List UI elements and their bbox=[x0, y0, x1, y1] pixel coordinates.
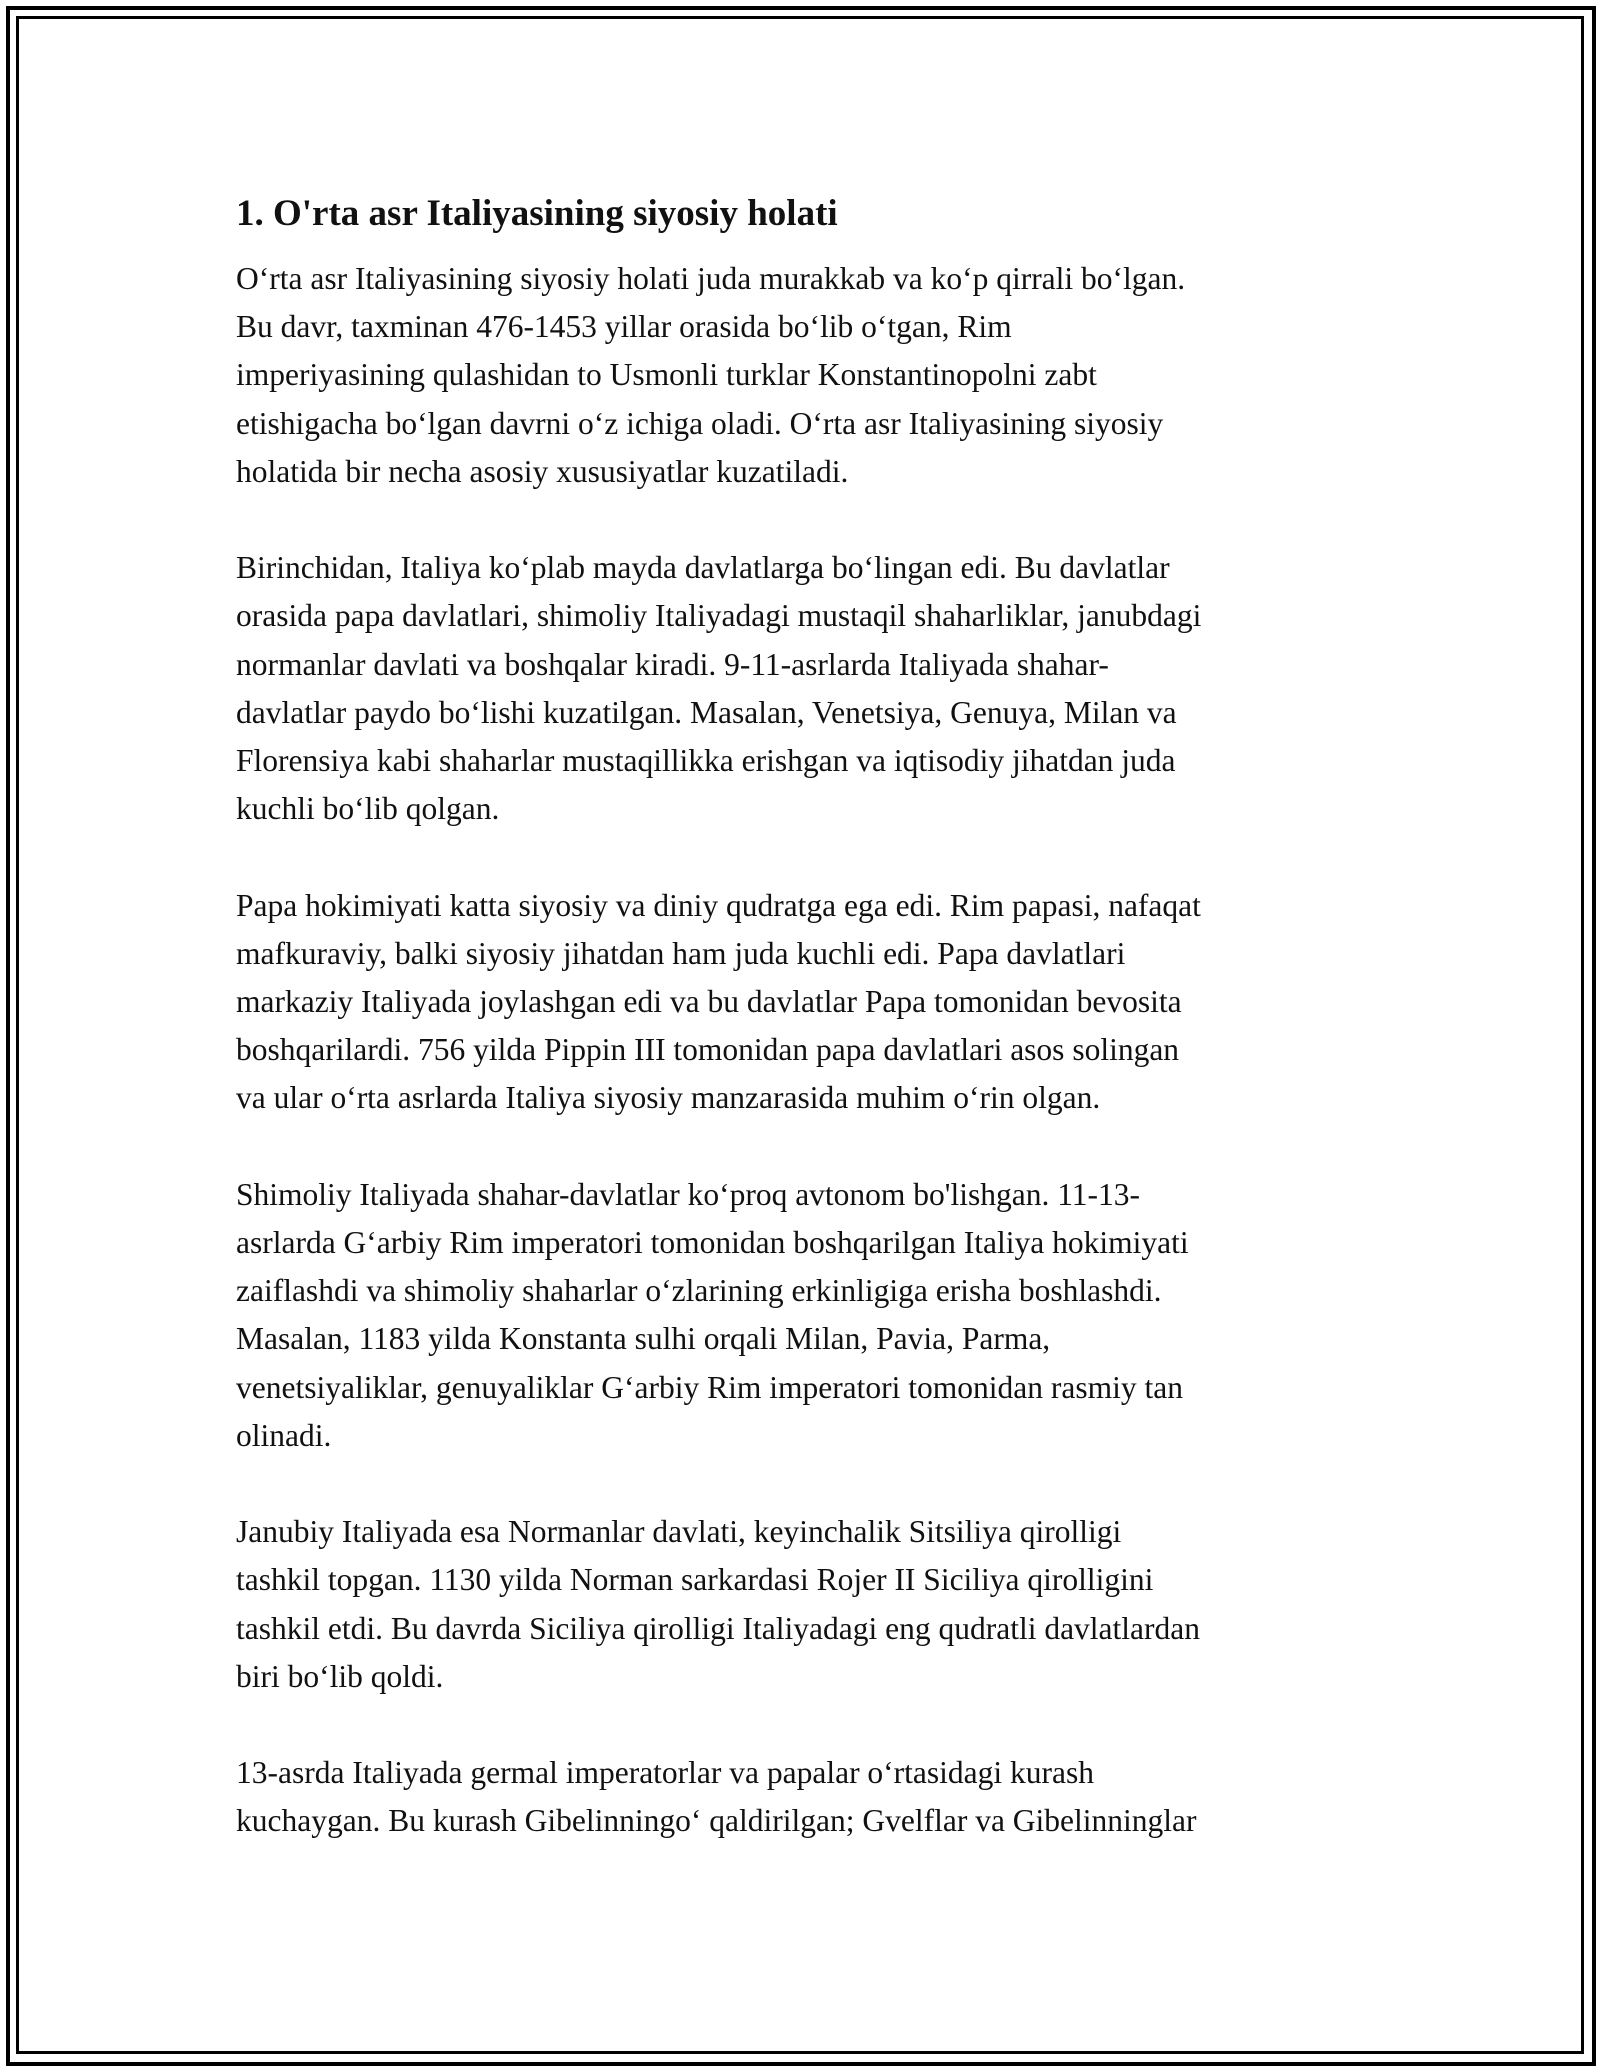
text-line: imperiyasining qulashidan to Usmonli turklar Konstantinopolni zabt bbox=[236, 357, 1097, 393]
paragraph-13th-century bbox=[236, 1749, 1366, 1845]
paragraph-papacy bbox=[236, 882, 1366, 1123]
text-line: Bu davr, taxminan 476-1453 yillar orasida bo‘lib o‘tgan, Rim bbox=[236, 309, 1012, 345]
text-line: 13-asrda Italiyada germal imperatorlar va papalar o‘rtasidagi kurash bbox=[236, 1755, 1094, 1791]
text-line: etishigacha bo‘lgan davrni o‘z ichiga oladi. O‘rta asr Italiyasining siyosiy bbox=[236, 405, 1164, 441]
text-line: tashkil etdi. Bu davrda Siciliya qirolligi Italiyadagi eng qudratli davlatlardan bbox=[236, 1610, 1200, 1646]
text-line: Birinchidan, Italiya ko‘plab mayda davlatlarga bo‘lingan edi. Bu davlatlar bbox=[236, 550, 1170, 586]
text-line: Florensiya kabi shaharlar mustaqillikka erishgan va iqtisodiy jihatdan juda bbox=[236, 743, 1176, 779]
text-line: Masalan, 1183 yilda Konstanta sulhi orqali Milan, Pavia, Parma, bbox=[236, 1321, 1051, 1357]
text-line: markaziy Italiyada joylashgan edi va bu davlatlar Papa tomonidan bevosita bbox=[236, 984, 1182, 1020]
text-line: venetsiyaliklar, genuyaliklar G‘arbiy Rim imperatori tomonidan rasmiy tan bbox=[236, 1369, 1183, 1405]
paragraph-southern-italy bbox=[236, 1508, 1366, 1701]
text-line: boshqarilardi. 756 yilda Pippin III tomonidan papa davlatlari asos solingan bbox=[236, 1032, 1180, 1068]
paragraph-intro bbox=[236, 255, 1366, 496]
text-line: davlatlar paydo bo‘lishi kuzatilgan. Masalan, Venetsiya, Genuya, Milan va bbox=[236, 694, 1177, 730]
document-body bbox=[236, 186, 1366, 1894]
text-line: normanlar davlati va boshqalar kiradi. 9-11-asrlarda Italiyada shahar- bbox=[236, 646, 1109, 682]
text-line: asrlarda G‘arbiy Rim imperatori tomonidan boshqarilgan Italiya hokimiyati bbox=[236, 1225, 1189, 1261]
text-line: orasida papa davlatlari, shimoliy Italiyadagi mustaqil shaharliklar, janubdagi bbox=[236, 598, 1202, 634]
text-line: mafkuraviy, balki siyosiy jihatdan ham juda kuchli edi. Papa davlatlari bbox=[236, 935, 1126, 971]
paragraph-city-states bbox=[236, 544, 1366, 833]
text-line: va ular o‘rta asrlarda Italiya siyosiy manzarasida muhim o‘rin olgan. bbox=[236, 1080, 1101, 1116]
text-line: kuchli bo‘lib qolgan. bbox=[236, 791, 500, 827]
text-line: tashkil topgan. 1130 yilda Norman sarkardasi Rojer II Siciliya qirolligini bbox=[236, 1562, 1154, 1598]
text-line: biri bo‘lib qoldi. bbox=[236, 1658, 444, 1694]
text-line: olinadi. bbox=[236, 1417, 332, 1453]
text-line: kuchaygan. Bu kurash Gibelinningo‘ qaldirilgan; Gvelflar va Gibelinninglar bbox=[236, 1803, 1197, 1839]
text-line: Papa hokimiyati katta siyosiy va diniy qudratga ega edi. Rim papasi, nafaqat bbox=[236, 887, 1201, 923]
text-line: Shimoliy Italiyada shahar-davlatlar ko‘proq avtonom bo'lishgan. 11-13- bbox=[236, 1176, 1141, 1212]
text-line: Janubiy Italiyada esa Normanlar davlati, keyinchalik Sitsiliya qirolligi bbox=[236, 1514, 1122, 1550]
section-heading: 1. O'rta asr Italiyasining siyosiy holati bbox=[236, 193, 838, 234]
paragraph-northern-italy bbox=[236, 1171, 1366, 1460]
text-line: O‘rta asr Italiyasining siyosiy holati juda murakkab va ko‘p qirrali bo‘lgan. bbox=[236, 261, 1186, 296]
text-line: holatida bir necha asosiy xususiyatlar kuzatiladi. bbox=[236, 453, 849, 489]
text-line: zaiflashdi va shimoliy shaharlar o‘zlarining erkinligiga erisha boshlashdi. bbox=[236, 1273, 1162, 1309]
